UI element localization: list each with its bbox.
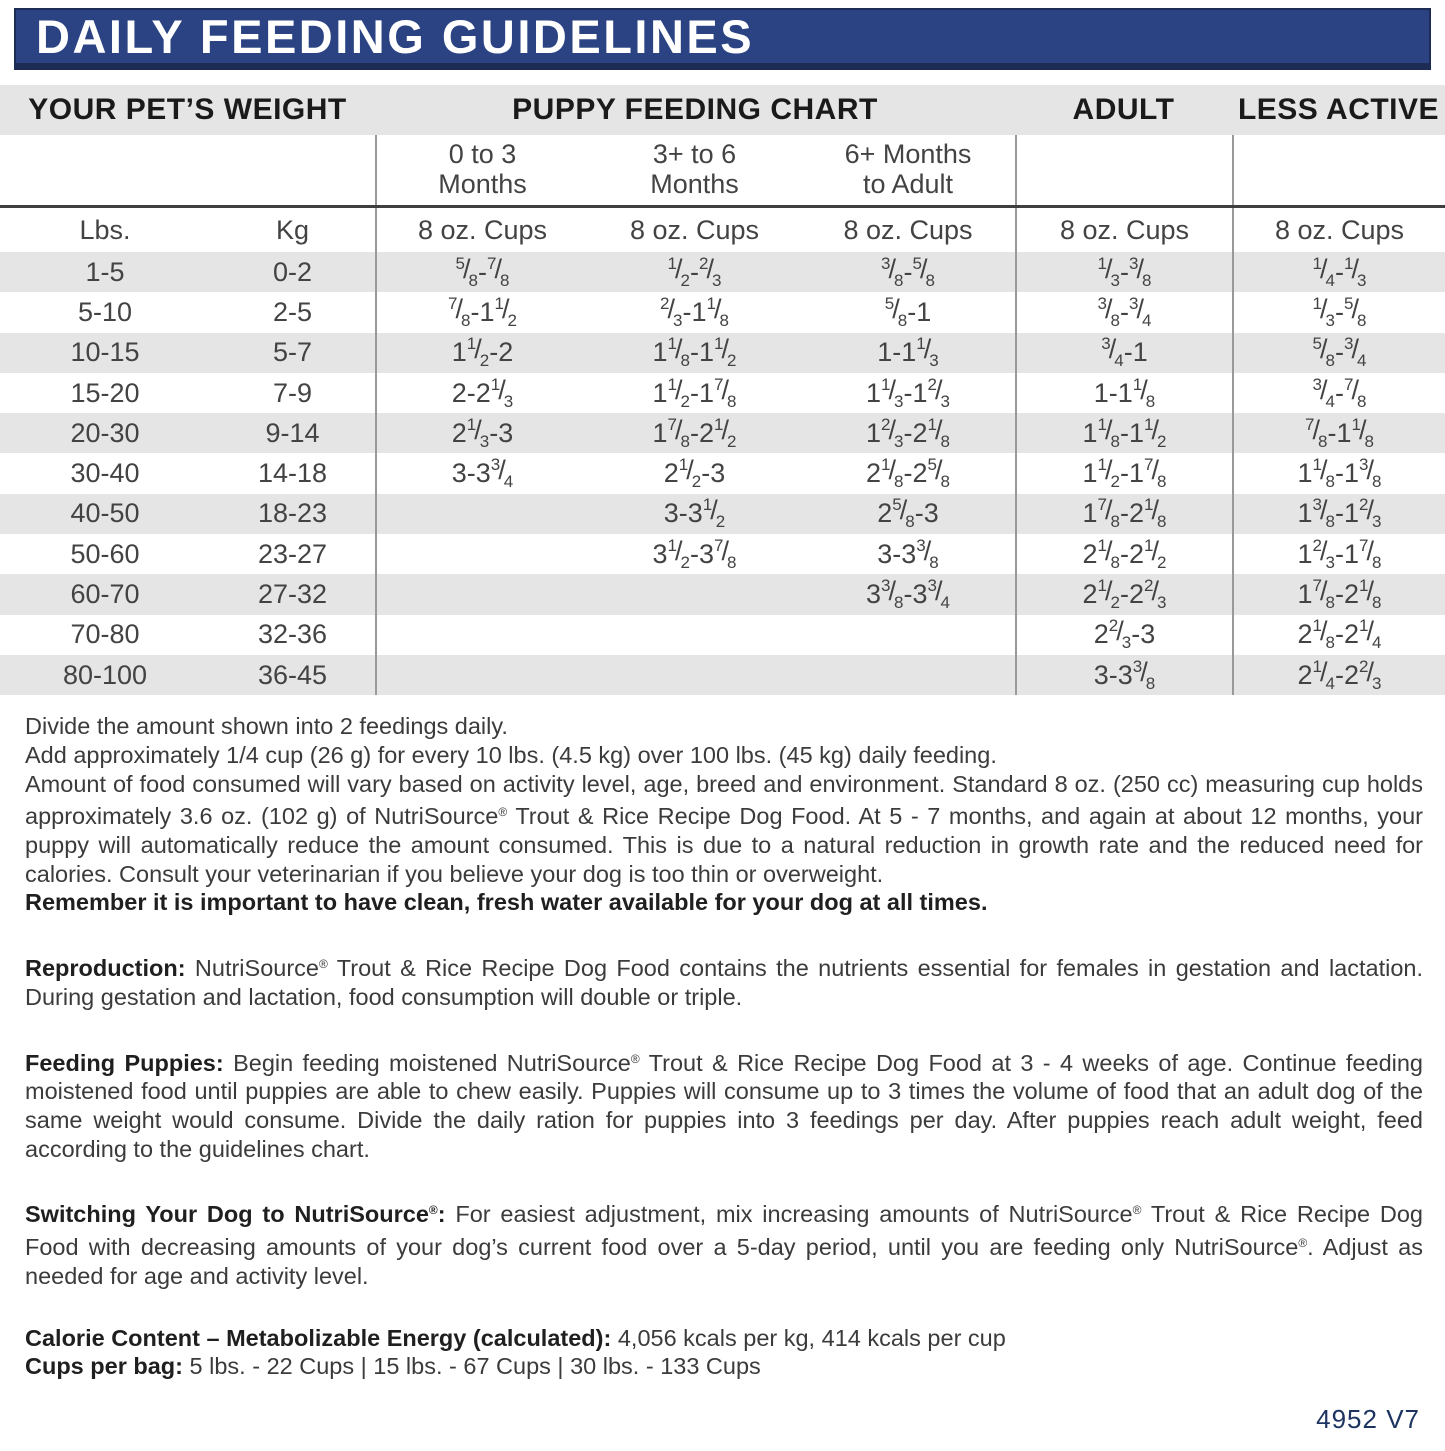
cell: 1 - 1 $^1/_3$ bbox=[877, 334, 939, 371]
fraction: $^1/_8$ bbox=[667, 334, 690, 371]
cell: 2 $^1/_8$ - 2 $^1/_4$ bbox=[1232, 615, 1445, 655]
cell: $^1/_4$ - $^1/_3$ bbox=[1232, 252, 1445, 292]
cell: 40 - 50 bbox=[70, 498, 140, 529]
fraction: $^3/_8$ bbox=[1097, 293, 1120, 330]
cell: 1 $^7/_8$ - 2 $^1/_8$ bbox=[1232, 574, 1445, 614]
fraction: $^1/_2$ bbox=[667, 374, 690, 411]
cell: 3 - 3 $^3/_4$ bbox=[375, 453, 588, 493]
section-label: Feeding Puppies: bbox=[25, 1049, 224, 1076]
table-row bbox=[0, 615, 1445, 655]
cell: 32 - 36 bbox=[257, 619, 328, 650]
fraction: $^5/_8$ bbox=[927, 455, 950, 492]
cell: $^3/_4$ - $^7/_8$ bbox=[1232, 373, 1445, 413]
month-header-line: 0 to 3 bbox=[448, 139, 517, 170]
cell: 3 $^1/_2$ - 3 $^7/_8$ bbox=[652, 535, 737, 572]
table-row bbox=[0, 494, 1445, 534]
cell bbox=[801, 655, 1015, 695]
cell: 1 $^1/_2$ - 1 $^7/_8$ bbox=[652, 374, 737, 411]
fraction: $^2/_3$ bbox=[1359, 656, 1382, 693]
fraction: $^7/_8$ bbox=[1344, 374, 1367, 411]
fraction: $^7/_8$ bbox=[1097, 495, 1120, 532]
fraction: $^3/_4$ bbox=[490, 455, 514, 492]
cell: 36 - 45 bbox=[257, 659, 328, 690]
fraction: $^1/_8$ bbox=[1351, 414, 1374, 451]
feeding-table-body bbox=[0, 252, 1445, 695]
table-row bbox=[0, 333, 1445, 373]
fraction: $^7/_8$ bbox=[1144, 455, 1167, 492]
fraction: $^1/_3$ bbox=[466, 414, 490, 451]
cups-per-bag-label: Cups per bag: bbox=[25, 1353, 183, 1380]
section-label: Switching Your Dog to NutriSource®: bbox=[25, 1201, 446, 1228]
intro-paragraph: Remember it is important to have clean, fresh water available for your dog at all times. bbox=[25, 889, 988, 916]
cell: 1 $^1/_2$ - 1 $^7/_8$ bbox=[1015, 453, 1232, 493]
cell: 50 - 60 bbox=[70, 538, 140, 569]
section-text: For easiest adjustment, mix increasing amounts of NutriSource® Trout & Rice Recipe Dog Food with decreasing amounts of your dog’s current food over a 5-day period, until you are feeding only NutriSource®. Adjust as needed for age and activity level. bbox=[25, 1201, 1423, 1289]
fraction: $^1/_8$ bbox=[1359, 576, 1382, 613]
cell: 1 $^1/_2$ - 2 bbox=[375, 333, 588, 373]
cell: 1 $^2/_3$ - 1 $^7/_8$ bbox=[1232, 534, 1445, 574]
cell: $^5/_8$ - $^7/_8$ bbox=[375, 252, 588, 292]
cell: 2 - 2 $^1/_3$ bbox=[375, 373, 588, 413]
cell: 2 $^1/_3$ - 3 bbox=[375, 413, 588, 453]
calorie-label: Calorie Content – Metabolizable Energy (calculated): bbox=[25, 1324, 612, 1351]
fraction: $^7/_8$ bbox=[1312, 576, 1335, 613]
cell: 20 - 30 bbox=[70, 417, 140, 448]
fraction: $^1/_2$ bbox=[1097, 576, 1120, 613]
fraction: $^1/_8$ bbox=[1097, 414, 1120, 451]
fraction: $^3/_8$ bbox=[916, 535, 939, 572]
table-row bbox=[0, 252, 1445, 292]
table-row bbox=[0, 574, 1445, 614]
cell bbox=[375, 574, 588, 614]
cell: $^1/_3$ - $^5/_8$ bbox=[1232, 292, 1445, 332]
fraction: $^2/_3$ bbox=[1108, 616, 1132, 653]
cell bbox=[375, 655, 588, 695]
cell: 2 $^5/_8$ - 3 bbox=[877, 495, 939, 532]
fraction: $^1/_8$ bbox=[1132, 374, 1156, 411]
cell: 9 - 14 bbox=[265, 417, 320, 448]
fraction: $^3/_8$ bbox=[1312, 495, 1335, 532]
fraction: $^3/_8$ bbox=[1132, 656, 1156, 693]
cell: 2 $^1/_2$ - 3 bbox=[663, 455, 726, 492]
fraction: $^1/_3$ bbox=[1344, 253, 1367, 290]
unit-header-kg: Kg bbox=[275, 214, 310, 245]
cell: 2 $^1/_8$ - 2 $^1/_2$ bbox=[1015, 534, 1232, 574]
month-header-line: Months bbox=[438, 169, 527, 199]
fraction: $^1/_2$ bbox=[667, 535, 690, 572]
cell: 1 $^7/_8$ - 2 $^1/_8$ bbox=[1015, 494, 1232, 534]
group-header-adult: ADULT bbox=[1072, 93, 1175, 126]
fraction: $^2/_3$ bbox=[699, 253, 722, 290]
fraction: $^1/_8$ bbox=[927, 414, 950, 451]
fraction: $^2/_3$ bbox=[1312, 535, 1335, 572]
table-row bbox=[0, 453, 1445, 493]
fraction: $^7/_8$ bbox=[667, 414, 690, 451]
fraction: $^3/_4$ bbox=[1312, 374, 1335, 411]
cell: $^5/_8$ - $^3/_4$ bbox=[1232, 333, 1445, 373]
table-row bbox=[0, 413, 1445, 453]
footer-code: 4952 V7 bbox=[1316, 1404, 1420, 1434]
cell: 2 $^1/_8$ - 2 $^5/_8$ bbox=[866, 455, 950, 492]
cups-per-bag-line bbox=[25, 1352, 1423, 1381]
section-reproduction bbox=[25, 950, 1423, 1011]
cell: 0 - 2 bbox=[272, 256, 313, 287]
cell-empty bbox=[210, 135, 375, 205]
fraction: $^3/_8$ bbox=[1359, 455, 1382, 492]
fraction: $^1/_2$ bbox=[494, 293, 517, 330]
fraction: $^3/_4$ bbox=[1344, 334, 1367, 371]
month-header-3-6 bbox=[588, 135, 801, 205]
fraction: $^1/_2$ bbox=[1097, 455, 1120, 492]
fraction: $^5/_8$ bbox=[884, 293, 908, 330]
cell: $^3/_8$ - $^5/_8$ bbox=[881, 253, 935, 290]
fraction: $^1/_8$ bbox=[1312, 455, 1335, 492]
intro-paragraph: Divide the amount shown into 2 feedings daily. bbox=[25, 713, 508, 740]
fraction: $^1/_4$ bbox=[1312, 656, 1335, 693]
cell: 10 - 15 bbox=[70, 337, 140, 368]
cell: $^3/_8$ - $^3/_4$ bbox=[1015, 292, 1232, 332]
group-header-puppy: PUPPY FEEDING CHART bbox=[512, 93, 878, 126]
fraction: $^5/_8$ bbox=[912, 253, 935, 290]
table-row bbox=[0, 373, 1445, 413]
fraction: $^3/_4$ bbox=[927, 576, 950, 613]
fraction: $^1/_2$ bbox=[1144, 414, 1167, 451]
section-text: NutriSource® Trout & Rice Recipe Dog Food contains the nutrients essential for females in gestation and lactation. During gestation and lactation, food consumption will double or triple. bbox=[25, 955, 1424, 1010]
fraction: $^7/_8$ bbox=[448, 293, 471, 330]
cell: 60 - 70 bbox=[70, 579, 140, 610]
cell: 3 $^3/_8$ - 3 $^3/_4$ bbox=[866, 576, 950, 613]
fraction: $^7/_8$ bbox=[714, 374, 737, 411]
group-header-less-active: LESS ACTIVE bbox=[1237, 93, 1440, 126]
fraction: $^1/_3$ bbox=[881, 374, 904, 411]
cell bbox=[801, 615, 1015, 655]
unit-header-cups: 8 oz. Cups bbox=[1232, 208, 1445, 252]
cell: 1 $^2/_3$ - 2 $^1/_8$ bbox=[866, 414, 950, 451]
fraction: $^1/_3$ bbox=[490, 374, 514, 411]
cups-per-bag-text: 5 lbs. - 22 Cups | 15 lbs. - 67 Cups | 30 lbs. - 133 Cups bbox=[182, 1353, 761, 1380]
intro-paragraph: Amount of food consumed will vary based on activity level, age, breed and environment. Standard 8 oz. (250 cc) measuring cup holds approximately 3.6 oz. (102 g) of NutriSource® Trout & Rice Recipe Dog Food. At 5 - 7 months, and again at about 12 months, your puppy will automatically reduce the amount consumed. This is due to a natural reduction in growth rate and the reduced need for calories. Consult your veterinarian if you believe your dog is too thin or overweight. bbox=[25, 770, 1424, 887]
cell: 23 - 27 bbox=[257, 538, 328, 569]
cell bbox=[375, 534, 588, 574]
unit-header-cups: 8 oz. Cups bbox=[375, 208, 588, 252]
unit-header-cups: 8 oz. Cups bbox=[629, 214, 760, 245]
fraction: $^1/_2$ bbox=[1144, 535, 1167, 572]
fraction: $^1/_8$ bbox=[1097, 535, 1120, 572]
cell-empty bbox=[1232, 135, 1445, 205]
fraction: $^1/_3$ bbox=[1097, 253, 1120, 290]
fraction: $^5/_8$ bbox=[455, 253, 478, 290]
fraction: $^7/_8$ bbox=[1359, 535, 1382, 572]
fraction: $^1/_3$ bbox=[1312, 293, 1335, 330]
fraction: $^1/_4$ bbox=[1359, 616, 1382, 653]
fraction: $^1/_3$ bbox=[916, 334, 939, 371]
fraction: $^7/_8$ bbox=[1305, 414, 1328, 451]
fraction: $^1/_8$ bbox=[1312, 616, 1335, 653]
fraction: $^5/_8$ bbox=[1312, 334, 1335, 371]
fraction: $^1/_4$ bbox=[1312, 253, 1335, 290]
intro-paragraph: Add approximately 1/4 cup (26 g) for every 10 lbs. (4.5 kg) over 100 lbs. (45 kg) daily feeding. bbox=[25, 741, 997, 768]
section-switching bbox=[25, 1196, 1423, 1290]
cell: 3 - 3 $^3/_8$ bbox=[877, 535, 939, 572]
cell: 80 - 100 bbox=[62, 659, 148, 690]
cell: 7 - 9 bbox=[272, 377, 313, 408]
cell: $^1/_3$ - $^3/_8$ bbox=[1015, 252, 1232, 292]
fraction: $^3/_8$ bbox=[881, 253, 904, 290]
fraction: $^2/_3$ bbox=[660, 293, 683, 330]
section-label: Reproduction: bbox=[25, 955, 186, 982]
unit-header-lbs: Lbs. bbox=[79, 214, 131, 245]
calorie-text: 4,056 kcals per kg, 414 kcals per cup bbox=[611, 1324, 1006, 1351]
cell: 2 $^1/_4$ - 2 $^2/_3$ bbox=[1232, 655, 1445, 695]
cell: $^7/_8$ - 1 $^1/_8$ bbox=[1232, 413, 1445, 453]
fraction: $^3/_4$ bbox=[1129, 293, 1152, 330]
calorie-content-line bbox=[25, 1324, 1423, 1353]
month-header-line: 3+ to 6 bbox=[652, 139, 737, 170]
fraction: $^7/_8$ bbox=[487, 253, 510, 290]
fraction: $^1/_8$ bbox=[881, 455, 904, 492]
cell bbox=[375, 615, 588, 655]
cell: 1 $^1/_8$ - 1 $^1/_2$ bbox=[1015, 413, 1232, 453]
cell: 15 - 20 bbox=[70, 377, 140, 408]
cell: 2 $^1/_2$ - 2 $^2/_3$ bbox=[1015, 574, 1232, 614]
fraction: $^2/_3$ bbox=[881, 414, 904, 451]
page-title: DAILY FEEDING GUIDELINES bbox=[36, 10, 755, 63]
fraction: $^1/_2$ bbox=[678, 455, 702, 492]
cell: $^7/_8$ - 1 $^1/_2$ bbox=[375, 292, 588, 332]
fraction: $^7/_8$ bbox=[714, 535, 737, 572]
fraction: $^1/_2$ bbox=[667, 253, 690, 290]
cell: 1 - 5 bbox=[85, 256, 125, 287]
fraction: $^5/_8$ bbox=[1344, 293, 1367, 330]
cell: $^1/_2$ - $^2/_3$ bbox=[667, 253, 722, 290]
table-row bbox=[0, 292, 1445, 332]
fraction: $^1/_2$ bbox=[714, 334, 737, 371]
month-header-0-3 bbox=[375, 135, 588, 205]
cell: 1 $^1/_3$ - 1 $^2/_3$ bbox=[866, 374, 950, 411]
month-header-line: 6+ Months bbox=[844, 139, 972, 170]
cell: 27 - 32 bbox=[257, 579, 328, 610]
month-header-line: to Adult bbox=[862, 169, 954, 199]
cell: 30 - 40 bbox=[70, 458, 140, 489]
fraction: $^1/_2$ bbox=[714, 414, 737, 451]
cell: 5 - 10 bbox=[77, 296, 133, 327]
cell: 1 $^3/_8$ - 1 $^2/_3$ bbox=[1232, 494, 1445, 534]
fraction: $^2/_3$ bbox=[927, 374, 950, 411]
fraction: $^2/_3$ bbox=[1144, 576, 1167, 613]
fraction: $^3/_4$ bbox=[1101, 334, 1124, 371]
section-feeding-puppies bbox=[25, 1045, 1423, 1164]
cell bbox=[375, 494, 588, 534]
cell bbox=[588, 655, 801, 695]
table-row bbox=[0, 655, 1445, 695]
group-header-weight: YOUR PET’S WEIGHT bbox=[28, 93, 347, 126]
unit-header-cups: 8 oz. Cups bbox=[843, 214, 973, 245]
body-text bbox=[0, 712, 1445, 1381]
cell-empty bbox=[0, 135, 210, 205]
fraction: $^1/_2$ bbox=[466, 334, 490, 371]
cell: $^2/_3$ - 1 $^1/_8$ bbox=[660, 293, 729, 330]
fraction: $^1/_8$ bbox=[706, 293, 729, 330]
unit-header-cups: 8 oz. Cups bbox=[1015, 208, 1232, 252]
section-text: Begin feeding moistened NutriSource® Trout & Rice Recipe Dog Food at 3 - 4 weeks of age. Continue feeding moistened food until puppies are able to chew easily. Puppies will consume up to 3 times the volume of food that an adult dog of the same weight would consume. Divide the daily ration for puppies into 3 feedings per day. After puppies reach adult weight, feed according to the guidelines chart. bbox=[25, 1049, 1423, 1162]
cell: 2 - 5 bbox=[272, 296, 313, 327]
feeding-guidelines-page bbox=[0, 8, 1445, 1451]
cell: 1 - 1 $^1/_8$ bbox=[1015, 373, 1232, 413]
table-row bbox=[0, 534, 1445, 574]
month-header-line: Months bbox=[650, 169, 739, 199]
table-unit-header-row bbox=[0, 208, 1445, 252]
fraction: $^3/_8$ bbox=[1129, 253, 1152, 290]
cell-empty bbox=[1015, 135, 1232, 205]
feeding-table bbox=[0, 85, 1445, 695]
cell bbox=[588, 615, 801, 655]
cell: $^3/_4$ - 1 bbox=[1015, 333, 1232, 373]
cell: 1 $^7/_8$ - 2 $^1/_2$ bbox=[652, 414, 737, 451]
fraction: $^1/_8$ bbox=[1144, 495, 1167, 532]
cell: 18 - 23 bbox=[257, 498, 328, 529]
cell: 70 - 80 bbox=[70, 619, 140, 650]
title-bar bbox=[14, 8, 1431, 70]
fraction: $^5/_8$ bbox=[892, 495, 915, 532]
cell bbox=[588, 574, 801, 614]
fraction: $^3/_8$ bbox=[881, 576, 904, 613]
cell: 3 - 3 $^1/_2$ bbox=[663, 495, 726, 532]
cell: 3 - 3 $^3/_8$ bbox=[1015, 655, 1232, 695]
cell: 5 - 7 bbox=[272, 337, 313, 368]
table-month-header-row bbox=[0, 135, 1445, 208]
cell: 14 - 18 bbox=[257, 458, 328, 489]
cell: $^5/_8$ - 1 bbox=[884, 293, 932, 330]
cell: 2 $^2/_3$ - 3 bbox=[1015, 615, 1232, 655]
table-group-header-row bbox=[0, 85, 1445, 135]
intro-paragraphs bbox=[25, 712, 1423, 917]
fraction: $^1/_2$ bbox=[702, 495, 726, 532]
fraction: $^2/_3$ bbox=[1359, 495, 1382, 532]
month-header-6-adult bbox=[801, 135, 1015, 205]
cell: 1 $^1/_8$ - 1 $^3/_8$ bbox=[1232, 453, 1445, 493]
cell: 1 $^1/_8$ - 1 $^1/_2$ bbox=[652, 334, 737, 371]
